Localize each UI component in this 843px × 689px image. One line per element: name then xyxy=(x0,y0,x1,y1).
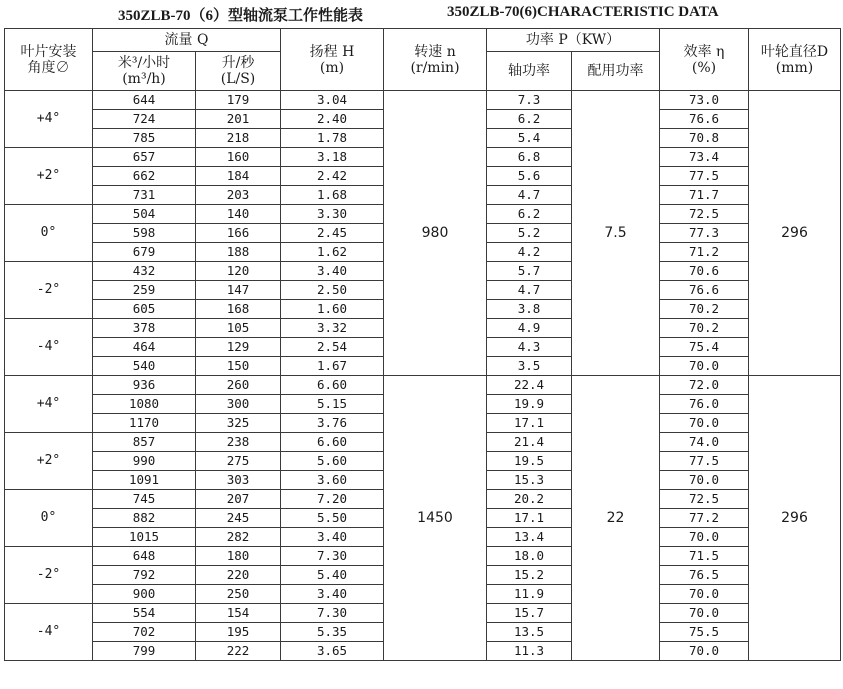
header-head xyxy=(281,29,384,91)
blade-angle-cell: +4° xyxy=(5,376,93,433)
head-cell: 1.67 xyxy=(281,357,384,376)
shaft-power-cell: 4.3 xyxy=(487,338,572,357)
head-cell: 3.40 xyxy=(281,585,384,604)
header-blade-angle-line1: 叶片安装 xyxy=(20,43,77,60)
flow-m3h-cell: 900 xyxy=(93,585,196,604)
table-row xyxy=(5,91,841,110)
head-cell: 1.68 xyxy=(281,186,384,205)
head-cell: 3.32 xyxy=(281,319,384,338)
head-cell: 3.60 xyxy=(281,471,384,490)
flow-m3h-cell: 1015 xyxy=(93,528,196,547)
shaft-power-cell: 15.2 xyxy=(487,566,572,585)
header-head-line1: 扬程 H xyxy=(309,43,355,60)
flow-m3h-cell: 598 xyxy=(93,224,196,243)
shaft-power-cell: 21.4 xyxy=(487,433,572,452)
efficiency-cell: 75.4 xyxy=(660,338,749,357)
head-cell: 5.60 xyxy=(281,452,384,471)
blade-angle-cell: +4° xyxy=(5,91,93,148)
flow-m3h-cell: 936 xyxy=(93,376,196,395)
shaft-power-cell: 17.1 xyxy=(487,509,572,528)
flow-ls-cell: 222 xyxy=(196,642,281,661)
header-efficiency-line2: (%) xyxy=(691,59,717,76)
flow-m3h-cell: 745 xyxy=(93,490,196,509)
flow-m3h-cell: 554 xyxy=(93,604,196,623)
shaft-power-cell: 4.7 xyxy=(487,281,572,300)
head-cell: 5.35 xyxy=(281,623,384,642)
head-cell: 3.30 xyxy=(281,205,384,224)
flow-ls-cell: 180 xyxy=(196,547,281,566)
header-efficiency-line1: 效率 η xyxy=(683,43,725,60)
efficiency-cell: 70.0 xyxy=(660,528,749,547)
shaft-power-cell: 11.3 xyxy=(487,642,572,661)
flow-m3h-cell: 540 xyxy=(93,357,196,376)
efficiency-cell: 71.2 xyxy=(660,243,749,262)
flow-m3h-cell: 648 xyxy=(93,547,196,566)
flow-ls-cell: 105 xyxy=(196,319,281,338)
flow-ls-cell: 147 xyxy=(196,281,281,300)
flow-ls-cell: 120 xyxy=(196,262,281,281)
rated-power-cell: 22 xyxy=(572,376,660,661)
flow-m3h-cell: 857 xyxy=(93,433,196,452)
efficiency-cell: 77.5 xyxy=(660,167,749,186)
table-row xyxy=(5,376,841,395)
header-speed xyxy=(384,29,487,91)
rated-power-cell: 7.5 xyxy=(572,91,660,376)
efficiency-cell: 76.6 xyxy=(660,281,749,300)
blade-angle-cell: -2° xyxy=(5,547,93,604)
flow-m3h-cell: 792 xyxy=(93,566,196,585)
shaft-power-cell: 6.8 xyxy=(487,148,572,167)
flow-m3h-cell: 605 xyxy=(93,300,196,319)
flow-ls-cell: 129 xyxy=(196,338,281,357)
shaft-power-cell: 5.7 xyxy=(487,262,572,281)
head-cell: 2.42 xyxy=(281,167,384,186)
shaft-power-cell: 3.5 xyxy=(487,357,572,376)
flow-m3h-cell: 662 xyxy=(93,167,196,186)
shaft-power-cell: 19.9 xyxy=(487,395,572,414)
flow-ls-cell: 154 xyxy=(196,604,281,623)
head-cell: 6.60 xyxy=(281,433,384,452)
flow-m3h-cell: 724 xyxy=(93,110,196,129)
flow-m3h-cell: 799 xyxy=(93,642,196,661)
efficiency-cell: 70.6 xyxy=(660,262,749,281)
head-cell: 1.60 xyxy=(281,300,384,319)
flow-m3h-cell: 378 xyxy=(93,319,196,338)
header-flow-m3h-line2: (m³/h) xyxy=(122,71,166,87)
shaft-power-cell: 22.4 xyxy=(487,376,572,395)
title-chinese: 350ZLB-70（6）型轴流泵工作性能表 xyxy=(118,8,364,24)
flow-ls-cell: 166 xyxy=(196,224,281,243)
header-speed-line1: 转速 n xyxy=(414,43,456,60)
blade-angle-cell: +2° xyxy=(5,433,93,490)
efficiency-cell: 70.0 xyxy=(660,471,749,490)
efficiency-cell: 70.2 xyxy=(660,319,749,338)
efficiency-cell: 70.8 xyxy=(660,129,749,148)
flow-m3h-cell: 731 xyxy=(93,186,196,205)
efficiency-cell: 77.3 xyxy=(660,224,749,243)
shaft-power-cell: 4.9 xyxy=(487,319,572,338)
flow-ls-cell: 188 xyxy=(196,243,281,262)
flow-ls-cell: 179 xyxy=(196,91,281,110)
flow-m3h-cell: 785 xyxy=(93,129,196,148)
shaft-power-cell: 5.6 xyxy=(487,167,572,186)
speed-cell: 980 xyxy=(384,91,487,376)
head-cell: 3.76 xyxy=(281,414,384,433)
header-head-line2: (m) xyxy=(319,59,345,76)
document-title xyxy=(0,0,843,28)
header-diameter-line1: 叶轮直径D xyxy=(760,43,829,60)
flow-m3h-cell: 1080 xyxy=(93,395,196,414)
flow-ls-cell: 303 xyxy=(196,471,281,490)
flow-m3h-cell: 464 xyxy=(93,338,196,357)
head-cell: 3.40 xyxy=(281,528,384,547)
shaft-power-cell: 18.0 xyxy=(487,547,572,566)
flow-ls-cell: 275 xyxy=(196,452,281,471)
flow-m3h-cell: 504 xyxy=(93,205,196,224)
speed-cell: 1450 xyxy=(384,376,487,661)
efficiency-cell: 72.0 xyxy=(660,376,749,395)
head-cell: 3.18 xyxy=(281,148,384,167)
flow-ls-cell: 207 xyxy=(196,490,281,509)
efficiency-cell: 70.2 xyxy=(660,300,749,319)
head-cell: 7.20 xyxy=(281,490,384,509)
flow-ls-cell: 220 xyxy=(196,566,281,585)
characteristic-table xyxy=(4,28,841,661)
head-cell: 2.54 xyxy=(281,338,384,357)
flow-ls-cell: 238 xyxy=(196,433,281,452)
header-blade-angle-line2: 角度∅ xyxy=(27,59,70,76)
blade-angle-cell: +2° xyxy=(5,148,93,205)
shaft-power-cell: 5.2 xyxy=(487,224,572,243)
flow-ls-cell: 245 xyxy=(196,509,281,528)
flow-m3h-cell: 432 xyxy=(93,262,196,281)
flow-ls-cell: 218 xyxy=(196,129,281,148)
shaft-power-cell: 19.5 xyxy=(487,452,572,471)
flow-ls-cell: 300 xyxy=(196,395,281,414)
head-cell: 1.62 xyxy=(281,243,384,262)
header-blade-angle xyxy=(5,29,93,91)
flow-m3h-cell: 1091 xyxy=(93,471,196,490)
header-flow-ls-line1: 升/秒 xyxy=(221,55,255,71)
shaft-power-cell: 17.1 xyxy=(487,414,572,433)
header-flow-m3h xyxy=(93,52,196,91)
head-cell: 1.78 xyxy=(281,129,384,148)
header-speed-line2: (r/min) xyxy=(410,59,460,76)
header-flow-ls-line2: (L/S) xyxy=(220,71,256,87)
flow-ls-cell: 184 xyxy=(196,167,281,186)
efficiency-cell: 77.2 xyxy=(660,509,749,528)
efficiency-cell: 72.5 xyxy=(660,490,749,509)
flow-ls-cell: 282 xyxy=(196,528,281,547)
shaft-power-cell: 15.7 xyxy=(487,604,572,623)
flow-ls-cell: 325 xyxy=(196,414,281,433)
shaft-power-cell: 20.2 xyxy=(487,490,572,509)
shaft-power-cell: 11.9 xyxy=(487,585,572,604)
efficiency-cell: 70.0 xyxy=(660,642,749,661)
blade-angle-cell: -2° xyxy=(5,262,93,319)
efficiency-cell: 71.7 xyxy=(660,186,749,205)
head-cell: 5.50 xyxy=(281,509,384,528)
head-cell: 2.50 xyxy=(281,281,384,300)
efficiency-cell: 74.0 xyxy=(660,433,749,452)
header-flow: 流量 Q xyxy=(93,29,281,52)
shaft-power-cell: 13.5 xyxy=(487,623,572,642)
flow-m3h-cell: 679 xyxy=(93,243,196,262)
header-rated-power: 配用功率 xyxy=(572,52,660,91)
shaft-power-cell: 5.4 xyxy=(487,129,572,148)
flow-ls-cell: 250 xyxy=(196,585,281,604)
shaft-power-cell: 7.3 xyxy=(487,91,572,110)
blade-angle-cell: -4° xyxy=(5,319,93,376)
efficiency-cell: 70.0 xyxy=(660,357,749,376)
efficiency-cell: 70.0 xyxy=(660,414,749,433)
efficiency-cell: 70.0 xyxy=(660,604,749,623)
head-cell: 5.15 xyxy=(281,395,384,414)
head-cell: 6.60 xyxy=(281,376,384,395)
header-diameter xyxy=(749,29,841,91)
shaft-power-cell: 15.3 xyxy=(487,471,572,490)
diameter-cell: 296 xyxy=(749,91,841,376)
shaft-power-cell: 6.2 xyxy=(487,110,572,129)
header-flow-m3h-line1: 米³/小时 xyxy=(117,55,171,71)
efficiency-cell: 71.5 xyxy=(660,547,749,566)
header-power: 功率 P（KW） xyxy=(487,29,660,52)
flow-ls-cell: 150 xyxy=(196,357,281,376)
diameter-cell: 296 xyxy=(749,376,841,661)
flow-m3h-cell: 259 xyxy=(93,281,196,300)
head-cell: 2.45 xyxy=(281,224,384,243)
efficiency-cell: 77.5 xyxy=(660,452,749,471)
head-cell: 3.65 xyxy=(281,642,384,661)
header-shaft-power: 轴功率 xyxy=(487,52,572,91)
flow-m3h-cell: 644 xyxy=(93,91,196,110)
flow-m3h-cell: 1170 xyxy=(93,414,196,433)
efficiency-cell: 72.5 xyxy=(660,205,749,224)
flow-m3h-cell: 657 xyxy=(93,148,196,167)
head-cell: 7.30 xyxy=(281,604,384,623)
flow-ls-cell: 168 xyxy=(196,300,281,319)
efficiency-cell: 73.0 xyxy=(660,91,749,110)
head-cell: 7.30 xyxy=(281,547,384,566)
flow-m3h-cell: 702 xyxy=(93,623,196,642)
shaft-power-cell: 4.7 xyxy=(487,186,572,205)
header-diameter-line2: (mm) xyxy=(775,59,814,76)
flow-ls-cell: 203 xyxy=(196,186,281,205)
efficiency-cell: 70.0 xyxy=(660,585,749,604)
blade-angle-cell: 0° xyxy=(5,490,93,547)
flow-ls-cell: 140 xyxy=(196,205,281,224)
efficiency-cell: 73.4 xyxy=(660,148,749,167)
flow-ls-cell: 160 xyxy=(196,148,281,167)
table-body xyxy=(5,91,841,661)
head-cell: 3.04 xyxy=(281,91,384,110)
flow-ls-cell: 201 xyxy=(196,110,281,129)
flow-m3h-cell: 882 xyxy=(93,509,196,528)
head-cell: 5.40 xyxy=(281,566,384,585)
head-cell: 3.40 xyxy=(281,262,384,281)
efficiency-cell: 75.5 xyxy=(660,623,749,642)
title-english: 350ZLB-70(6)CHARACTERISTIC DATA xyxy=(447,4,719,20)
efficiency-cell: 76.6 xyxy=(660,110,749,129)
shaft-power-cell: 6.2 xyxy=(487,205,572,224)
efficiency-cell: 76.5 xyxy=(660,566,749,585)
flow-m3h-cell: 990 xyxy=(93,452,196,471)
head-cell: 2.40 xyxy=(281,110,384,129)
shaft-power-cell: 3.8 xyxy=(487,300,572,319)
blade-angle-cell: -4° xyxy=(5,604,93,661)
blade-angle-cell: 0° xyxy=(5,205,93,262)
header-flow-ls xyxy=(196,52,281,91)
header-efficiency xyxy=(660,29,749,91)
shaft-power-cell: 13.4 xyxy=(487,528,572,547)
flow-ls-cell: 195 xyxy=(196,623,281,642)
efficiency-cell: 76.0 xyxy=(660,395,749,414)
flow-ls-cell: 260 xyxy=(196,376,281,395)
shaft-power-cell: 4.2 xyxy=(487,243,572,262)
